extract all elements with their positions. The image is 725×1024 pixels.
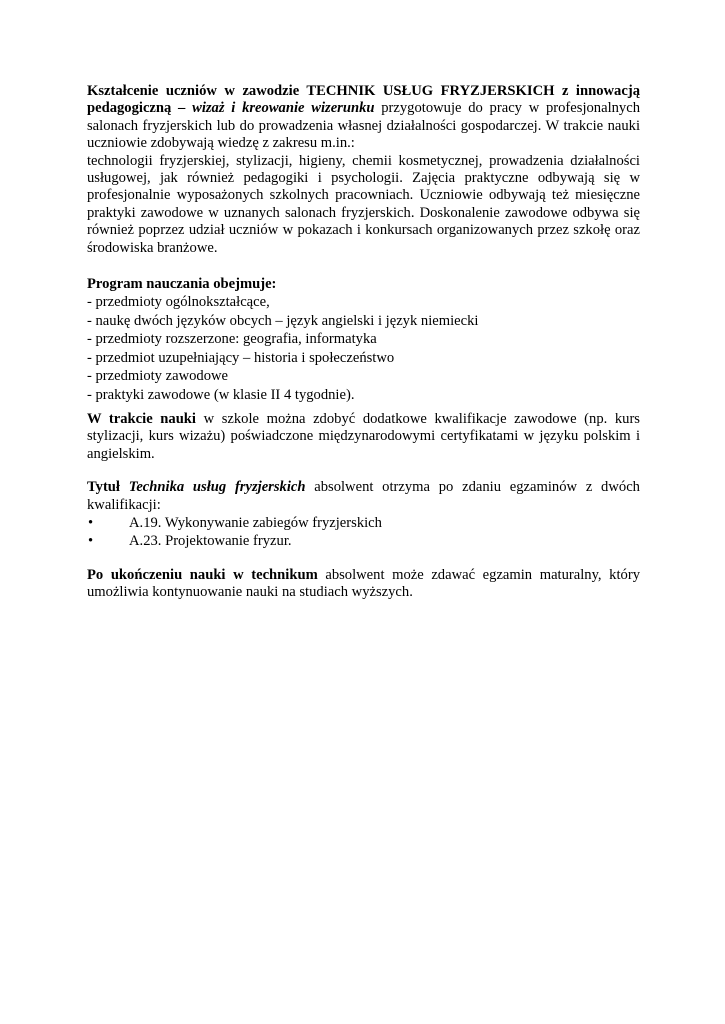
title-profession: Technika usług fryzjerskich bbox=[128, 479, 306, 496]
program-heading-text: Program nauczania obejmuje: bbox=[87, 276, 277, 293]
intro-line-1 bbox=[87, 83, 640, 100]
title-lead: Tytuł bbox=[87, 479, 129, 496]
program-item: - przedmiot uzupełniający – historia i społeczeństwo bbox=[87, 349, 395, 366]
graduation-text: absolwent może zdawać egzamin maturalny, który umożliwia kontynuowanie nauki na studiach wyższych. bbox=[87, 566, 640, 601]
program-item: - naukę dwóch języków obcych – język angielski i język niemiecki bbox=[87, 312, 479, 329]
program-item: - przedmioty rozszerzone: geografia, informatyka bbox=[87, 331, 377, 348]
program-item: - praktyki zawodowe (w klasie II 4 tygodnie). bbox=[87, 386, 355, 403]
intro-line-2-text: przygotowuje do pracy w profesjonalnych bbox=[374, 100, 640, 117]
intro-heading-bold: Kształcenie uczniów w zawodzie TECHNIK USŁUG FRYZJERSKICH z innowacją bbox=[87, 83, 640, 99]
intro-section bbox=[87, 83, 640, 257]
program-item: - przedmioty zawodowe bbox=[87, 368, 229, 385]
intro-line-4: uczniowie zdobywają wiedzę z zakresu m.in.: bbox=[87, 135, 355, 152]
intro-line-2 bbox=[87, 100, 640, 117]
bullet-text: A.19. Wykonywanie zabiegów fryzjerskich bbox=[129, 514, 382, 531]
title-section bbox=[87, 479, 640, 551]
qualifications-text: w szkole można zdobyć dodatkowe kwalifikacje zawodowe (np. kurs stylizacji, kurs wizażu) poświadczone międzynarodowymi certyfikatami w języku polskim i angielskim. bbox=[87, 410, 640, 462]
program-section bbox=[87, 275, 640, 404]
graduation-lead: Po ukończeniu nauki w technikum bbox=[87, 566, 318, 583]
bullet-text: A.23. Projektowanie fryzur. bbox=[129, 533, 292, 550]
program-heading bbox=[87, 275, 640, 293]
bullet-icon: • bbox=[88, 514, 94, 531]
intro-innovation-label: pedagogiczną – bbox=[87, 100, 193, 117]
intro-body: technologii fryzjerskiej, stylizacji, higieny, chemii kosmetycznej, prowadzenia działalności usługowej, jak również pedagogiki i psychologii. Zajęcia praktyczne odbywają się w profesjonalnie wyposażonych szkolnych pracowniach. Uczniowie odbywają też miesięczne praktyki zawodowe w uznanych salonach fryzjerskich. Doskonalenie zawodowe odbywa się również poprzez udział uczniów w pokazach i konkursach organizowanych przez szkołę oraz środowiska branżowe. bbox=[87, 152, 640, 256]
graduation-paragraph bbox=[87, 567, 640, 602]
document-page bbox=[87, 83, 640, 602]
qualifications-lead: W trakcie nauki bbox=[87, 410, 196, 427]
bullet-item bbox=[87, 514, 640, 532]
bullet-item bbox=[87, 532, 640, 550]
program-item: - przedmioty ogólnokształcące, bbox=[87, 294, 270, 311]
intro-innovation-name: wizaż i kreowanie wizerunku bbox=[192, 100, 375, 117]
title-text: absolwent otrzyma po zdaniu egzaminów z dwóch kwalifikacji: bbox=[87, 479, 640, 513]
qualifications-paragraph bbox=[87, 411, 640, 463]
bullet-icon: • bbox=[88, 533, 94, 550]
intro-line-3: salonach fryzjerskich lub do prowadzenia własnej działalności gospodarczej. W trakcie nauki bbox=[87, 117, 640, 134]
title-paragraph bbox=[87, 479, 640, 514]
